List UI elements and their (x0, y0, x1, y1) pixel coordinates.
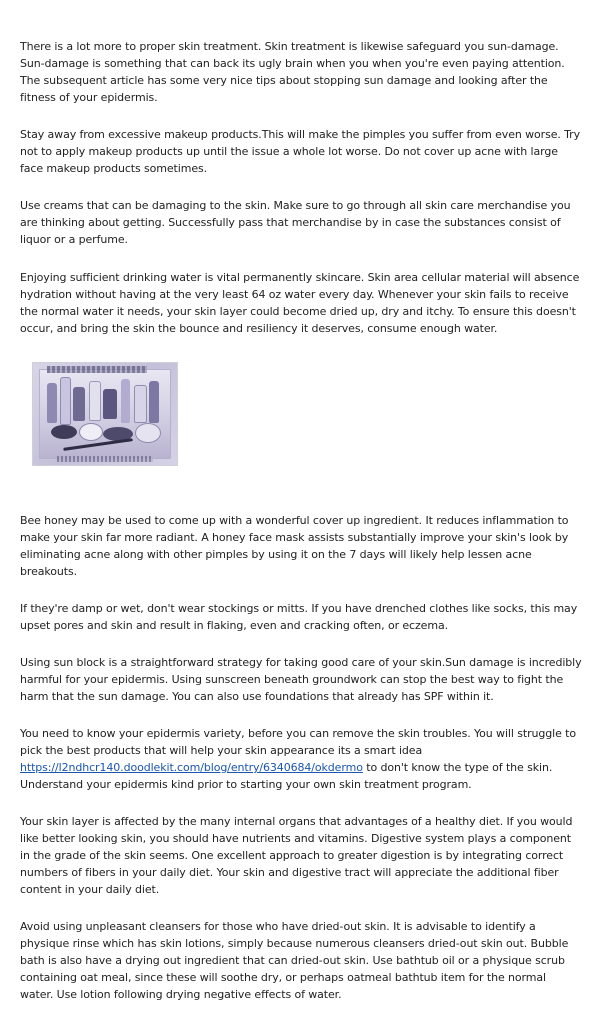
jar-shape (79, 423, 103, 441)
paragraph-makeup: Stay away from excessive makeup products.This will make the pimples you suffer from even worse. Try not to apply makeup products up until the issue a whole lot worse. Do not cover up acne with large face makeup products sometimes. (20, 128, 581, 175)
bottle-shape (103, 389, 117, 419)
image-bottom-strip (57, 456, 153, 462)
cosmetics-collage-image (32, 362, 178, 466)
bottle-shape (149, 381, 159, 423)
article-link[interactable]: https://l2ndhcr140.doodlekit.com/blog/entry/6340684/okdermo (20, 761, 363, 774)
paragraph-intro: There is a lot more to proper skin treatment. Skin treatment is likewise safeguard you sun-damage. Sun-damage is something that can back its ugly brain when you when you're even paying attention. The subsequent article has some very nice tips about stopping sun damage and looking after the fitness of your epidermis. (20, 40, 565, 104)
paragraph-creams: Use creams that can be damaging to the skin. Make sure to go through all skin care merchandise you are thinking about getting. Successfully pass that merchandise by in case the substances consist of liquor or a perfume. (20, 199, 571, 246)
paragraph-diet: Your skin layer is affected by the many internal organs that advantages of a healthy diet. If you would like better looking skin, you should have nutrients and vitamins. Digestive system plays a component in the grade of the skin seems. One excellent approach to greater digestion is by integrating correct numbers of fibers in your daily diet. Your skin and digestive tract will appreciate the additional fiber content in your daily diet. (20, 815, 573, 896)
skin-type-text-after: to don't know the type of the skin. Understand your epidermis kind prior to starting your own skin treatment program. (20, 761, 553, 791)
article-lower-section (20, 512, 582, 1003)
paragraph-stockings: If they're damp or wet, don't wear stockings or mitts. If you have drenched clothes like socks, this may upset pores and skin and result in flaking, even and cracking often, or eczema. (20, 602, 578, 632)
bottle-shape (47, 383, 57, 423)
bottle-shape (134, 385, 147, 423)
jar-shape (135, 423, 161, 443)
article-body (20, 38, 582, 1023)
image-title-strip (47, 366, 147, 373)
bottle-shape (73, 387, 85, 421)
bottle-shape (89, 381, 101, 421)
bottle-shape (121, 379, 130, 423)
paragraph-skin-type (20, 725, 582, 793)
paragraph-honey: Bee honey may be used to come up with a wonderful cover up ingredient. It reduces inflammation to make your skin far more radiant. A honey face mask assists substantially improve your skin's look by eliminating acne along with other pimples by using it on the 7 days will likely help lessen acne breakouts. (20, 514, 569, 578)
paragraph-cleansers: Avoid using unpleasant cleansers for those who have dried-out skin. It is advisable to identify a physique rinse which has skin lotions, simply because numerous cleansers dried-out skin out. Bubble bath is also have a drying out ingredient that can dried-out skin. Use bathtub oil or a physique scrub containing oat meal, since these will soothe dry, or perhaps oatmeal bathtub item for the normal water. Use lotion following drying negative effects of water. (20, 920, 569, 1001)
bottle-shape (60, 377, 71, 425)
paragraph-water: Enjoying sufficient drinking water is vital permanently skincare. Skin area cellular material will absence hydration without having at the very least 64 oz water every day. Whenever your skin fails to receive the normal water it needs, your skin layer could become dried up, dry and itchy. To ensure this doesn't occur, and bring the skin the bounce and resiliency it deserves, consume enough water. (20, 271, 580, 335)
skin-type-text-before: You need to know your epidermis variety, before you can remove the skin troubles. You will struggle to pick the best products that will help your skin appearance its a smart idea (20, 727, 576, 757)
paragraph-sunblock: Using sun block is a straightforward strategy for taking good care of your skin.Sun damage is incredibly harmful for your epidermis. Using sunscreen beneath groundwork can stop the best way to fight the harm that the sun damage. You can also use foundations that already has SPF within it. (20, 656, 582, 703)
jar-shape (51, 425, 77, 439)
